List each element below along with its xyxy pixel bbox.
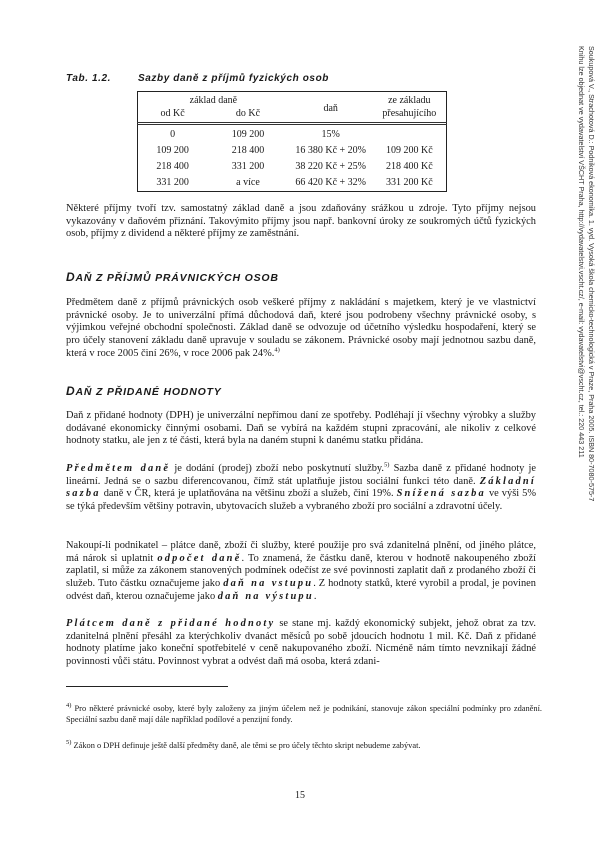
footnote-text: Pro některé právnické osoby, které byly založeny za jiným účelem než je podnikání, stanovuje zákon speciální podmínky pro zdanění. Speciální sazbu daně mají dále například podílové a penzijní fondy. [66,704,542,724]
cell-to: 109 200 [231,129,265,140]
cell-over: 109 200 Kč [385,145,433,156]
text: Nakoupí-li podnikatel – plátce daně, zboží či služby, které použije pro svá zdanitelná plnění, od jiného plátce, má nárok si uplatnit [66,540,536,564]
cell-from: 109 200 [156,145,189,156]
table-row [138,125,447,144]
cell-from: 218 400 [156,161,189,172]
cell-to: a více [236,177,260,188]
cell-tax: 15% [321,129,340,140]
tax-rate-table [137,91,447,192]
table-caption-number: Tab. 1.2. [66,73,112,84]
paragraph-text: Předmětem daně z příjmů právnických osob veškeré příjmy z nakládání s majetkem, který je ve vlastnictví právnické osoby. Je to univerzální přímá důchodová daň, které jsou podrobeny všechny právnické osoby, s výjimkou veřejné obchodní společnosti. Základ daně se odvozuje od účetního výsledku hospodaření, který se pro účely stanovení základu daně upravuje v souladu se zákonem. Právnické osoby mají jednotnou sazbu daně, která v roce 2005 činí 26%, v roce 2006 pak 24%. [66,297,536,359]
text: je dodání (prodej) zboží nebo poskytnutí služby. [170,463,385,474]
text: . [313,590,317,602]
paragraph-corporate-tax [66,297,536,361]
text: ve výši 5% se týká především většiny potravin, ubytovacích služeb a vybraného zboží pro sociální a zdravotní účely. [66,488,536,513]
cell-from: 0 [170,129,176,140]
term-output-tax: daň na výstupu [217,590,314,602]
header-over-2: přesahujícího [382,108,437,119]
table-row [138,143,447,159]
footnote-mark: 4) [66,702,72,710]
header-over-1: ze základu [388,95,431,106]
table-header-row [138,92,447,108]
table-row [138,159,447,175]
cell-from: 331 200 [156,177,189,188]
term-vat-payer: Plátcem daně z přidané hodnoty [66,618,276,629]
text: Sazba daně z přidané hodnoty je lineární. Jedná se o sazbu diferencovanou, čímž stát uplatňuje jistou sociální funkci této daně. [66,463,536,487]
side-citation-line-2: Knihu lze objednat ve vydavatelství VŠCHT Praha, http://vydavatelstvi.vscht.cz/, e-mail: vydavatelstvi@vscht.cz, tel.: 220 443 211 [577,46,586,458]
cell-tax: 16 380 Kč + 20% [295,145,367,156]
text: daně v ČR, která je uplatňována na většinu zboží a služeb, činí 19%. [100,488,397,500]
side-citation [576,46,596,501]
text: . To znamená, že částku daně, kterou v hodnotě nakoupeného zboží zaplatil, si může za zákonem stanovených podmínek odečíst ze své povinnosti zaplatit daň z prodaného zboží či služeb. Tuto částku označujeme jako [66,552,537,590]
heading-rest: AŇ Z PŘÍJMŮ PRÁVNICKÝCH OSOB [75,272,279,284]
side-citation-line-1: Soukupová V., Strachotová D.: Podniková ekonomika. 1. vyd. Vysoká škola chemicko-technologická v Praze, Praha 2005. ISBN 80-7080-575-7 [587,46,596,502]
term-input-tax: daň na vstupu [223,578,314,590]
paragraph-vat-deduction [66,540,536,604]
text: . Z hodnoty statků, které vyrobil a prodal, je povinen odvést daň, kterou označujeme jako [66,578,536,602]
footnote-5 [66,740,542,751]
cell-over: 218 400 Kč [385,161,433,172]
table-caption-title: Sazby daně z příjmů fyzických osob [138,73,330,84]
text: se stane mj. každý ekonomický subjekt, jehož obrat za tzv. zdanitelná plnění přesáhl za kterýchkoliv dvanáct měsíců po sobě jdoucích hodnotu 1 mil. Kč. Daň z přidané hodnoty platíme jako koneční spotřebitelé v ceně nakupovaného zboží. Nicméně nám tímto nevznikají žádné povinnosti vůči státu. Povinnost vybrat a odvést daň má osoba, která zdani- [66,618,537,668]
paragraph-withholding: Některé příjmy tvoří tzv. samostatný základ daně a jsou zdaňovány srážkou u zdroje. Tyto příjmy nejsou vykazovány v daňovém přiznání. Takovýmito příjmy jsou např. bankovní úroky ze soukromých účtů fyzických osob, příjmy z dividend a některé příjmy ze zaměstnání. [66,203,536,240]
heading-initial: D [66,384,76,398]
paragraph-vat-payer [66,618,536,669]
footnote-ref: 4) [274,346,280,354]
section-heading-corporate-tax [66,270,279,284]
footnote-ref: 5) [384,461,390,469]
footnote-divider [66,686,228,687]
section-heading-vat [66,384,222,398]
term-basic-rate: Základní sazba [66,475,536,500]
term-subject-of-tax: Předmětem daně [66,463,171,474]
cell-to: 331 200 [231,161,265,172]
footnote-text: Zákon o DPH definuje ještě další předměty daně, ale těmi se pro účely těchto skript nebudeme zabývat. [71,741,421,750]
cell-tax: 66 420 Kč + 32% [295,177,367,188]
table-caption [66,73,329,84]
page-number: 15 [295,790,305,801]
term-reduced-rate: Snížená sazba [396,488,486,500]
cell-over [373,125,447,144]
table-row [138,175,447,192]
cell-tax: 38 220 Kč + 25% [295,161,367,172]
term-tax-deduction: odpočet daně [157,552,242,564]
header-to: do Kč [235,108,261,119]
header-from: od Kč [160,108,185,119]
heading-rest: AŇ Z PŘIDANÉ HODNOTY [75,386,222,398]
paragraph-vat-subject [66,463,536,514]
cell-over: 331 200 Kč [385,177,433,188]
heading-initial: D [66,270,76,284]
footnote-mark: 5) [66,739,72,747]
footnote-4 [66,703,542,725]
header-base: základ daně [189,95,238,106]
paragraph-vat-intro: Daň z přidané hodnoty (DPH) je univerzální nepřímou daní ze spotřeby. Podléhají jí všechny výrobky a služby dodávané ekonomicky činnými osobami. Daň se vybírá na každém stupni zpracování, ale nikoliv z celkové hodnoty statku, ale jen z té části, která byla na daném stupni k danému statku přidána. [66,410,536,447]
header-tax: daň [323,102,338,114]
cell-to: 218 400 [231,145,265,156]
